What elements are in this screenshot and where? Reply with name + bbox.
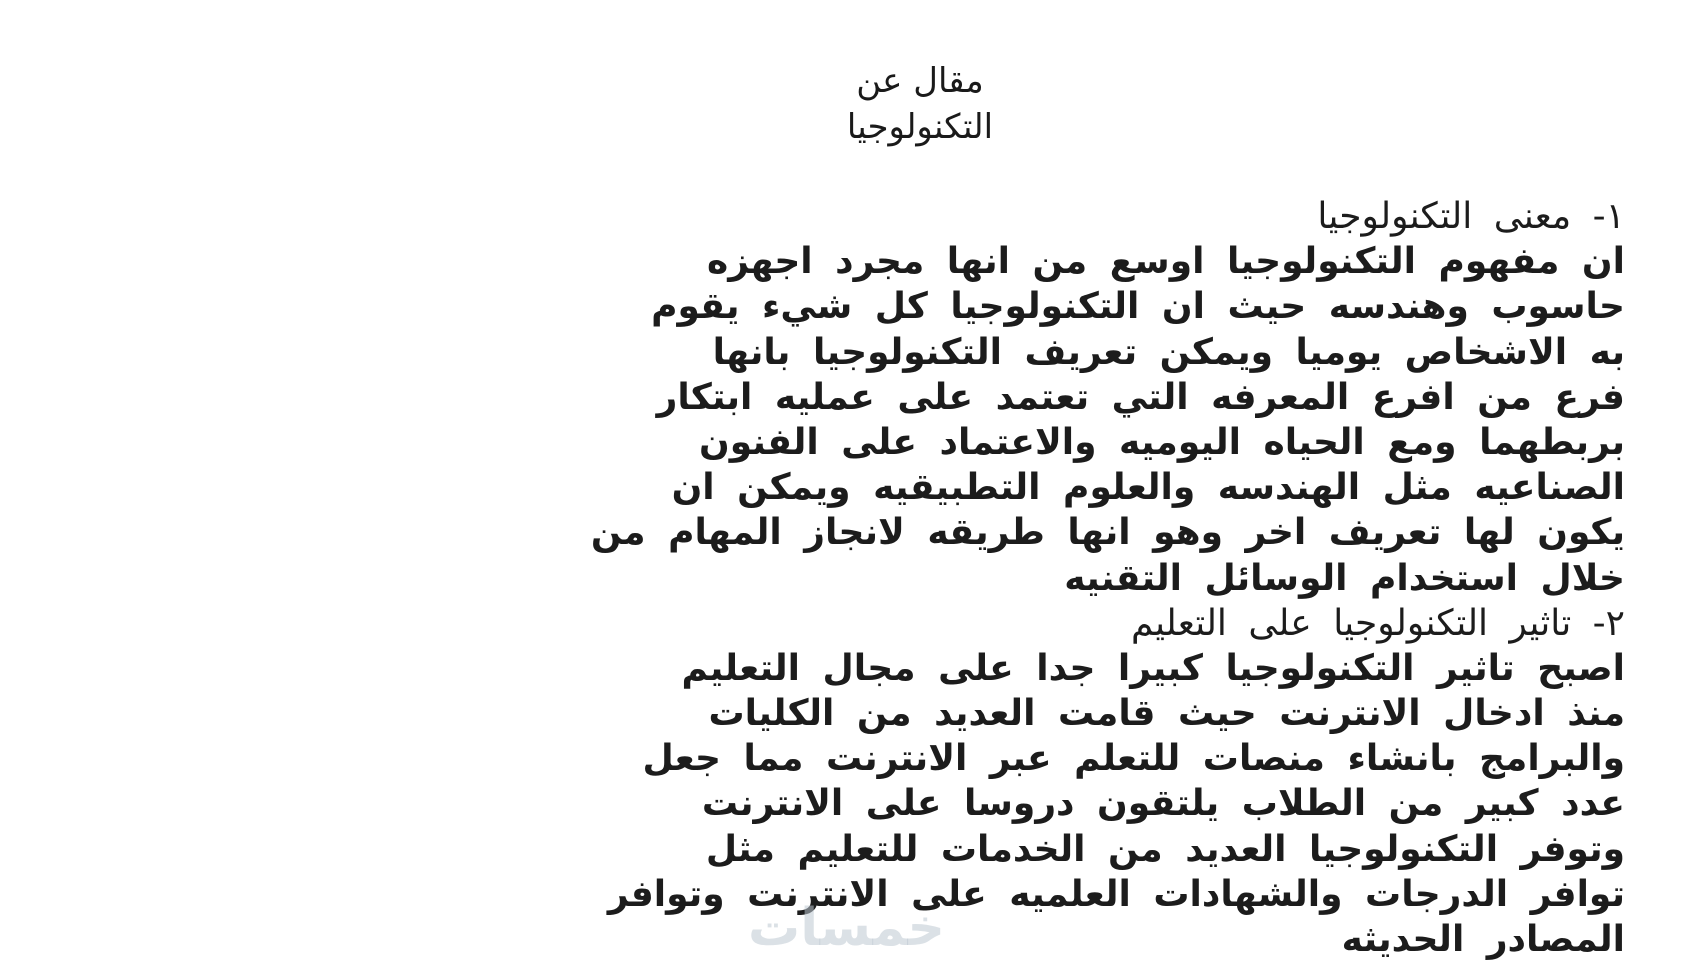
text-line: بربطهما ومع الحياه اليوميه والاعتماد على الفنون [699, 421, 1625, 463]
watermark-logo: خمسات [748, 898, 946, 958]
text-line: الصناعيه مثل الهندسه والعلوم التطبيقيه ويمكن ان [671, 467, 1625, 509]
text-line: والبرامج بانشاء منصات للتعلم عبر الانترنت مما جعل [642, 738, 1625, 780]
text-line: يكون لها تعريف اخر وهو انها طريقه لانجاز المهام من [590, 512, 1625, 554]
title-line-1: مقال عن [856, 61, 984, 101]
text-line: اصبح تاثير التكنولوجيا كبيرا جدا على مجال التعليم [681, 647, 1625, 689]
text-line: حاسوب وهندسه حيث ان التكنولوجيا كل شيء يقوم [651, 286, 1625, 328]
text-line: ان مفهوم التكنولوجيا اوسع من انها مجرد اجهزه [706, 241, 1625, 283]
section-heading-1: ١- معنى التكنولوجيا [1317, 196, 1625, 237]
section-heading-2: ٢- تاثير التكنولوجيا على التعليم [1130, 602, 1625, 644]
text-line: منذ ادخال الانترنت حيث قامت العديد من الكليات [708, 693, 1625, 735]
text-line: به الاشخاص يوميا ويمكن تعريف التكنولوجيا بانها [712, 331, 1625, 373]
title-line-2: التكنولوجيا [846, 107, 994, 147]
text-line: المصادر الحديثه [1341, 919, 1625, 960]
article-body [105, 194, 1625, 962]
text-line: عدد كبير من الطلاب يلتقون دروسا على الانترنت [701, 783, 1625, 825]
text-line: توافر الدرجات والشهادات العلميه على الانترنت وتوافر [607, 873, 1625, 915]
text-line: خلال استخدام الوسائل التقنيه [1064, 557, 1625, 599]
text-line: وتوفر التكنولوجيا العديد من الخدمات للتعليم مثل [705, 828, 1625, 870]
text-line: فرع من افرع المعرفه التي تعتمد على عمليه ابتكار [656, 376, 1625, 418]
